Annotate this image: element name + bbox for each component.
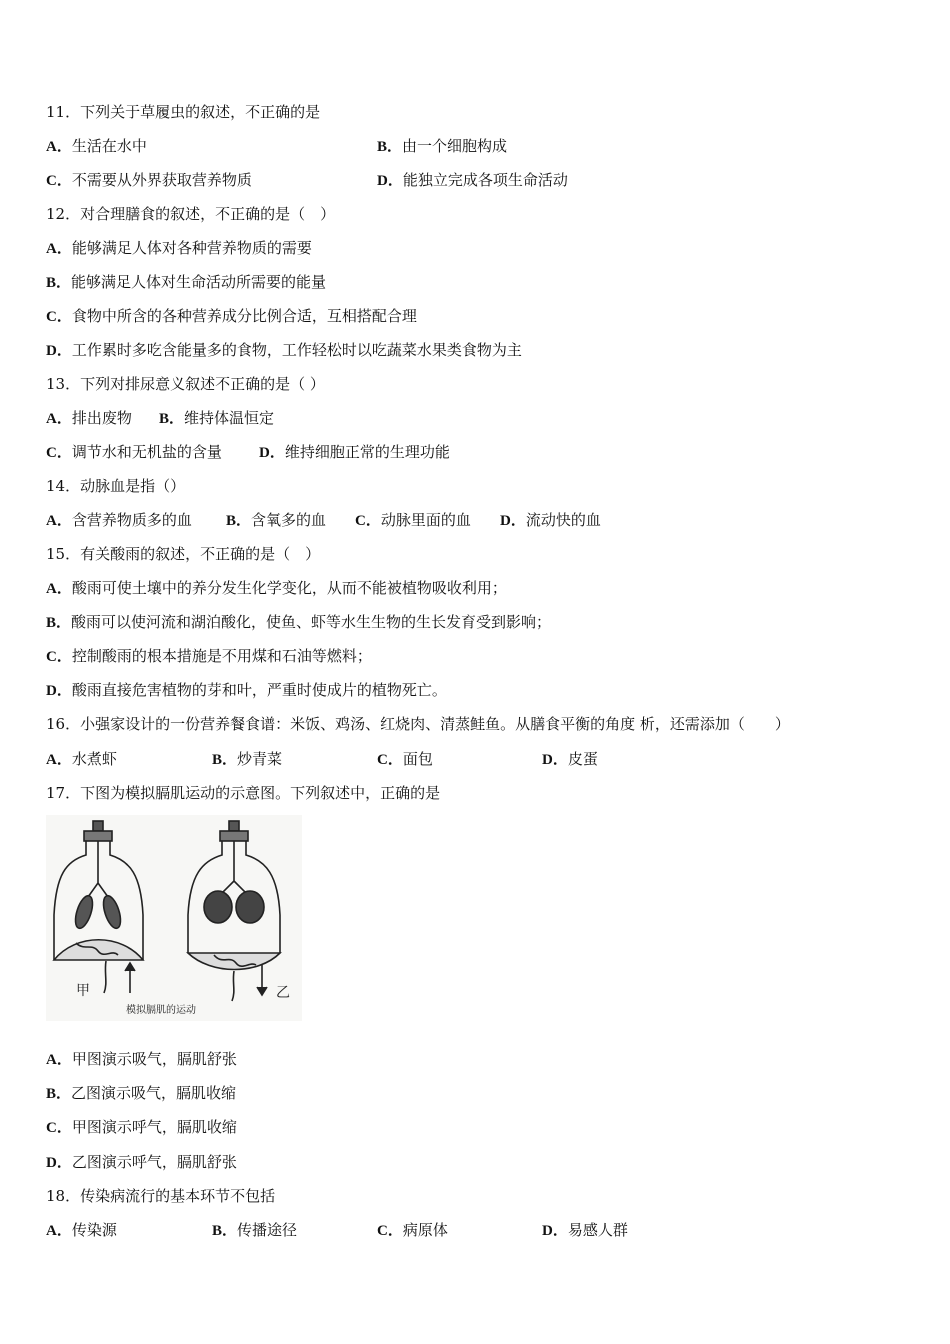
q13-option-c [46,442,222,463]
q13-option-d [259,442,450,463]
q11-option-d-label: D． [377,173,403,189]
q12-option-b-label: B． [46,275,72,291]
q14-option-a-text: 含营养物质多的血 [71,511,192,529]
q17-option-c [46,1117,237,1138]
q12-option-c-text: 食物中所含的各种营养成分比例合适，互相搭配合理 [71,307,417,325]
q14-option-b [226,510,326,531]
q12-option-a-text: 能够满足人体对各种营养物质的需要 [71,239,312,257]
q16-option-c-text: 面包 [402,750,433,768]
q16-option-a-text: 水煮虾 [71,750,117,768]
jar-yi-stopper [220,831,248,841]
q12-option-d-label: D． [46,343,72,359]
q13-option-c-label: C． [46,445,72,461]
q17-option-d-text: 乙图演示呼气，膈肌舒张 [71,1153,237,1171]
q13-option-a-text: 排出废物 [71,409,132,427]
q18-option-c-label: C． [377,1223,403,1239]
question-14-stem: 14．动脉血是指（） [46,477,186,495]
figure-label-yi: 乙 [276,985,290,1001]
question-13-stem: 13．下列对排尿意义叙述不正确的是（ ） [46,375,325,393]
q17-option-c-text: 甲图演示呼气，膈肌收缩 [71,1118,237,1136]
q16-option-a-label: A． [46,752,72,768]
q17-option-c-label: C． [46,1120,72,1136]
q16-option-d-text: 皮蛋 [567,750,598,768]
q13-option-d-text: 维持细胞正常的生理功能 [284,443,450,461]
q11-option-c-label: C． [46,173,72,189]
q15-option-b-text: 酸雨可以使河流和湖泊酸化，使鱼、虾等水生生物的生长发育受到影响； [71,613,552,631]
q14-option-d [500,510,601,531]
q11-option-d-text: 能独立完成各项生命活动 [402,171,568,189]
q15-option-a [46,578,507,599]
q14-option-b-text: 含氧多的血 [251,511,327,529]
q11-option-c-text: 不需要从外界获取营养物质 [71,171,252,189]
q16-option-c-label: C． [377,752,403,768]
q14-option-b-label: B． [226,513,252,529]
q12-option-c-label: C． [46,309,72,325]
q11-option-d [377,170,568,191]
question-16-stem: 16．小强家设计的一份营养餐食谱：米饭、鸡汤、红烧肉、清蒸鲑鱼。从膳食平衡的角度 析，还需添加（ ） [46,715,790,733]
q13-option-b-text: 维持体温恒定 [184,409,275,427]
q15-option-c [46,646,372,667]
figure-caption: 模拟膈肌的运动 [126,1005,196,1016]
question-15-stem: 15．有关酸雨的叙述，不正确的是（ ） [46,545,321,563]
q15-option-b [46,612,551,633]
question-11-stem: 11．下列关于草履虫的叙述，不正确的是 [46,103,321,121]
q15-option-d [46,680,447,701]
question-18-stem: 18．传染病流行的基本环节不包括 [46,1187,276,1205]
q15-option-d-text: 酸雨直接危害植物的芽和叶，严重时使成片的植物死亡。 [71,681,447,699]
q18-option-b [212,1220,297,1241]
q11-option-b-label: B． [377,139,403,155]
q12-option-c [46,306,417,327]
question-17-stem: 17．下图为模拟膈肌运动的示意图。下列叙述中，正确的是 [46,784,441,802]
q17-option-b [46,1083,236,1104]
q12-option-b [46,272,326,293]
q17-option-d [46,1152,237,1173]
jar-yi-lung-left [204,891,232,923]
q17-option-a-label: A． [46,1052,72,1068]
q16-option-b [212,749,282,770]
q17-option-d-label: D． [46,1155,72,1171]
q18-option-d-text: 易感人群 [567,1221,628,1239]
q15-option-a-text: 酸雨可使土壤中的养分发生化学变化，从而不能被植物吸收利用； [71,579,507,597]
q16-option-c [377,749,433,770]
q14-option-d-label: D． [500,513,526,529]
q18-option-a-text: 传染源 [71,1221,117,1239]
q13-option-d-label: D． [259,445,285,461]
q15-option-a-label: A． [46,581,72,597]
q18-option-c-text: 病原体 [402,1221,448,1239]
q12-option-a-label: A． [46,241,72,257]
q18-option-c [377,1220,448,1241]
figure-label-jia: 甲 [76,983,90,999]
q11-option-c [46,170,252,191]
jar-jia-stopper [84,831,112,841]
q17-option-b-text: 乙图演示吸气，膈肌收缩 [71,1084,237,1102]
q13-option-c-text: 调节水和无机盐的含量 [71,443,222,461]
q14-option-c [355,510,471,531]
q17-option-a [46,1049,237,1070]
q18-option-b-label: B． [212,1223,238,1239]
q18-option-d-label: D． [542,1223,568,1239]
q16-option-b-text: 炒青菜 [237,750,283,768]
q14-option-c-text: 动脉里面的血 [380,511,471,529]
q16-option-d-label: D． [542,752,568,768]
diaphragm-model-figure [46,815,302,1021]
q18-option-a [46,1220,117,1241]
q13-option-a-label: A． [46,411,72,427]
q13-option-b-label: B． [159,411,185,427]
q11-option-a-text: 生活在水中 [71,137,147,155]
q18-option-b-text: 传播途径 [237,1221,298,1239]
q16-option-d [542,749,598,770]
q17-option-a-text: 甲图演示吸气，膈肌舒张 [71,1050,237,1068]
q11-option-a [46,136,147,157]
diaphragm-model-svg [46,815,302,1021]
q18-option-a-label: A． [46,1223,72,1239]
question-12-stem: 12．对合理膳食的叙述，不正确的是（ ） [46,205,336,223]
q12-option-d [46,340,522,361]
q13-option-b [159,408,274,429]
q12-option-b-text: 能够满足人体对生命活动所需要的能量 [71,273,327,291]
q15-option-d-label: D． [46,683,72,699]
q11-option-a-label: A． [46,139,72,155]
jar-jia-stopper-top [93,821,103,831]
q14-option-c-label: C． [355,513,381,529]
q11-option-b [377,136,507,157]
q15-option-c-text: 控制酸雨的根本措施是不用煤和石油等燃料； [71,647,372,665]
q13-option-a [46,408,132,429]
q14-option-d-text: 流动快的血 [525,511,601,529]
q12-option-a [46,238,312,259]
q15-option-b-label: B． [46,615,72,631]
q17-option-b-label: B． [46,1086,72,1102]
q14-option-a-label: A． [46,513,72,529]
q16-option-a [46,749,117,770]
q12-option-d-text: 工作累时多吃含能量多的食物，工作轻松时以吃蔬菜水果类食物为主 [71,341,522,359]
q14-option-a [46,510,192,531]
jar-yi-stopper-top [229,821,239,831]
q15-option-c-label: C． [46,649,72,665]
q18-option-d [542,1220,628,1241]
q16-option-b-label: B． [212,752,238,768]
jar-yi-lung-right [236,891,264,923]
q11-option-b-text: 由一个细胞构成 [402,137,508,155]
